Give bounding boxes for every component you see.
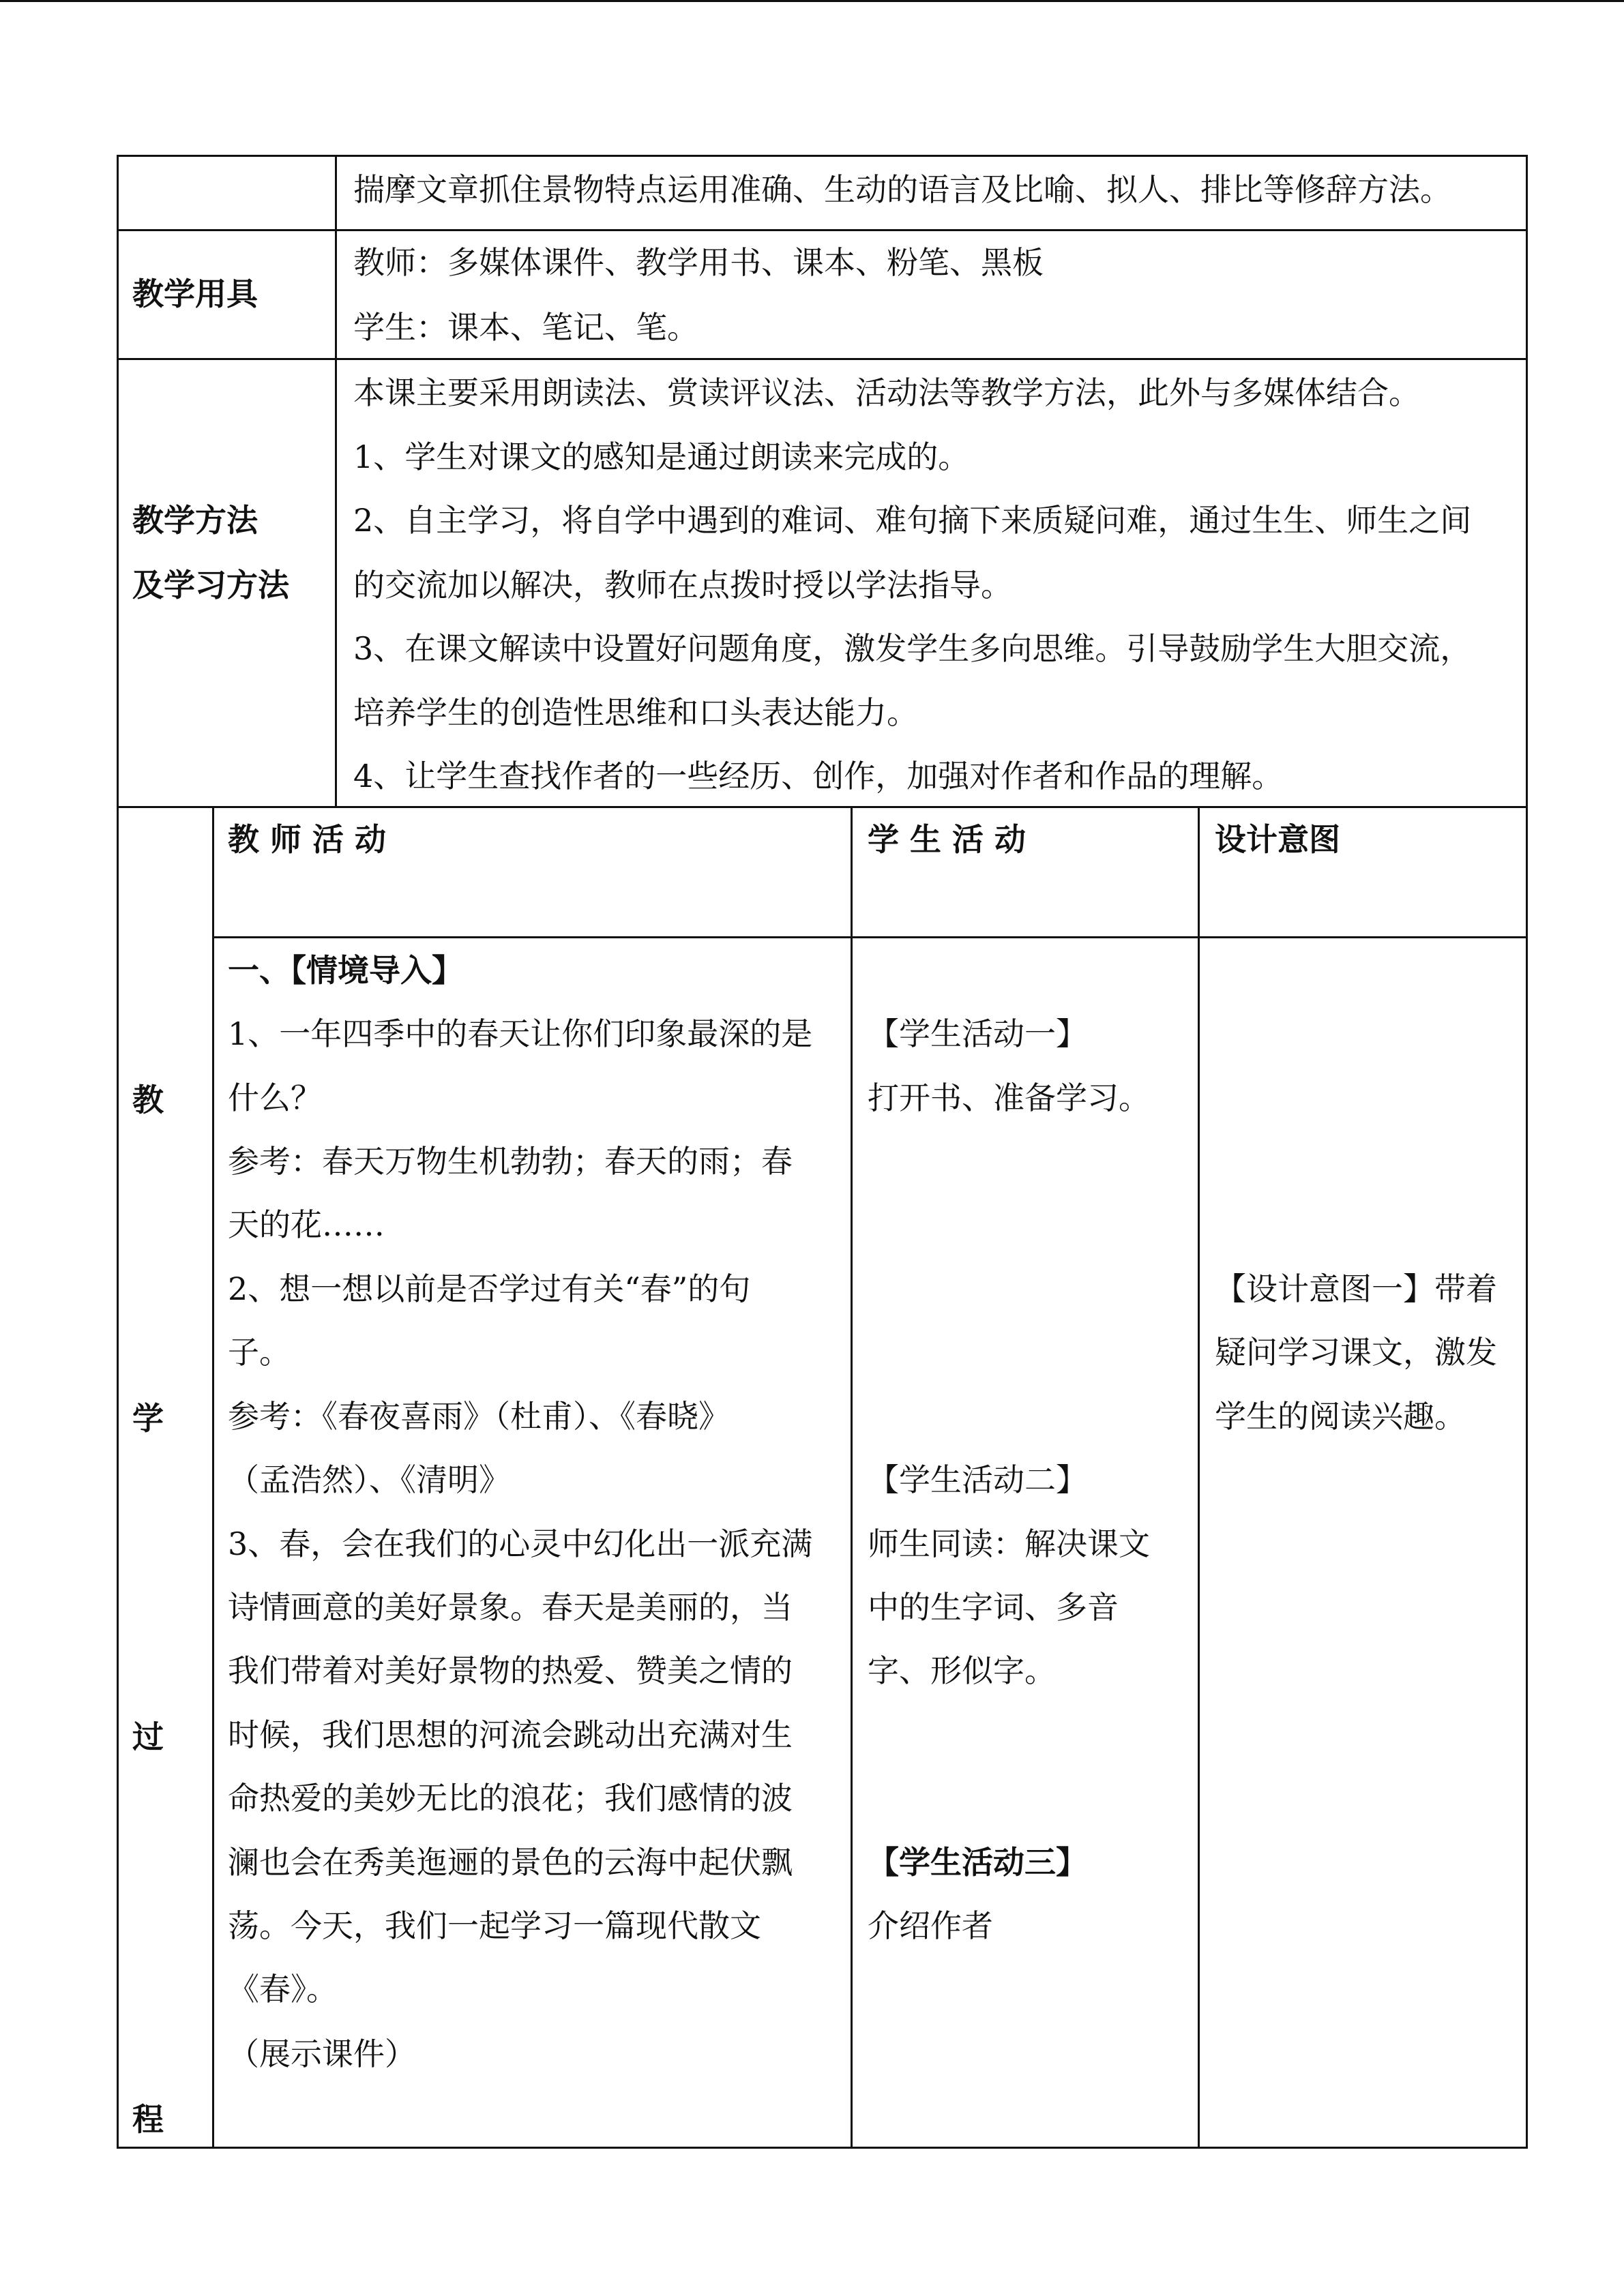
methods-line: 本课主要采用朗读法、赏读评议法、活动法等教学方法，此外与多媒体结合。: [353, 374, 1420, 411]
methods-line: 1、学生对课文的感知是通过朗读来完成的。: [353, 438, 970, 475]
process-side-char: 过: [132, 1718, 164, 1755]
teacher-line: 3、春，会在我们的心灵中幻化出一派充满: [228, 1525, 813, 1562]
teacher-section-title: 一、【情境导入】: [228, 952, 463, 989]
methods-label-line-2: 及学习方法: [132, 567, 289, 603]
table-rule-teacher-col: [851, 806, 853, 2149]
methods-line: 2、自主学习，将自学中遇到的难词、难句摘下来质疑问难，通过生生、师生之间: [353, 502, 1472, 539]
table-rule-header: [212, 936, 1528, 938]
student-activity-2-line: 中的生字词、多音: [868, 1589, 1119, 1626]
teacher-line: 荡。今天，我们一起学习一篇现代散文: [228, 1907, 761, 1944]
table-rule-side-col: [212, 806, 214, 2149]
tools-student-line: 学生：课本、笔记、笔。: [353, 309, 698, 346]
design-intent-line: 学生的阅读兴趣。: [1215, 1398, 1466, 1435]
methods-line: 3、在课文解读中设置好问题角度，激发学生多向思维。引导鼓励学生大胆交流，: [353, 630, 1472, 667]
teacher-activity-header: 教 师 活 动: [228, 821, 387, 858]
goal-tail-text: 揣摩文章抓住景物特点运用准确、生动的语言及比喻、拟人、排比等修辞方法。: [353, 171, 1451, 208]
table-rule: [117, 229, 1528, 231]
methods-label-line-1: 教学方法: [132, 502, 258, 539]
table-rule-left: [117, 155, 119, 2149]
student-activity-1-text: 打开书、准备学习。: [868, 1079, 1150, 1116]
process-side-char: 程: [132, 2101, 164, 2138]
process-side-char: 教: [132, 1082, 164, 1118]
teacher-line: 子。: [228, 1334, 291, 1371]
table-rule: [117, 358, 1528, 360]
student-activity-3-title: 【学生活动三】: [868, 1844, 1087, 1881]
tools-label: 教学用具: [132, 275, 258, 312]
table-rule-label-col: [335, 155, 337, 808]
student-activity-2-title: 【学生活动二】: [868, 1461, 1087, 1498]
teacher-line: 《春》。: [228, 1971, 338, 2008]
methods-line: 4、让学生查找作者的一些经历、创作，加强对作者和作品的理解。: [353, 758, 1284, 794]
teacher-line: 我们带着对美好景物的热爱、赞美之情的: [228, 1652, 793, 1689]
teacher-line: 参考：《春夜喜雨》（杜甫）、《春晓》: [228, 1398, 730, 1435]
methods-line: 培养学生的创造性思维和口头表达能力。: [353, 694, 918, 731]
student-activity-2-line: 字、形似字。: [868, 1652, 1056, 1689]
student-activity-header: 学 生 活 动: [868, 821, 1027, 858]
teacher-line: （孟浩然）、《清明》: [228, 1461, 510, 1498]
table-rule-right: [1526, 155, 1528, 2149]
tools-teacher-line: 教师：多媒体课件、教学用书、课本、粉笔、黑板: [353, 244, 1044, 281]
teacher-line: 什么？: [228, 1079, 322, 1116]
table-rule: [117, 806, 1528, 808]
design-intent-line: 【设计意图一】带着: [1215, 1270, 1497, 1307]
teacher-line: 天的花……: [228, 1206, 385, 1243]
table-rule-student-col: [1198, 806, 1200, 2149]
table-rule-bottom: [117, 2147, 1528, 2149]
methods-line: 的交流加以解决，教师在点拨时授以学法指导。: [353, 567, 1012, 603]
design-intent-header: 设计意图: [1215, 821, 1340, 858]
process-side-char: 学: [132, 1400, 164, 1437]
teacher-line: （展示课件）: [228, 2036, 416, 2072]
student-activity-2-line: 师生同读：解决课文: [868, 1525, 1150, 1562]
table-rule-top: [117, 155, 1528, 157]
page-top-border: [0, 0, 1624, 2]
teacher-line: 时候，我们思想的河流会跳动出充满对生: [228, 1716, 793, 1753]
student-activity-3-text: 介绍作者: [868, 1907, 993, 1944]
design-intent-line: 疑问学习课文，激发: [1215, 1334, 1497, 1371]
teacher-line: 2、想一想以前是否学过有关“春”的句: [228, 1270, 751, 1307]
teacher-line: 诗情画意的美好景象。春天是美丽的，当: [228, 1589, 793, 1626]
student-activity-1-title: 【学生活动一】: [868, 1015, 1087, 1052]
teacher-line: 命热爱的美妙无比的浪花；我们感情的波: [228, 1780, 793, 1817]
teacher-line: 澜也会在秀美迤逦的景色的云海中起伏飘: [228, 1844, 793, 1881]
teacher-line: 参考：春天万物生机勃勃；春天的雨；春: [228, 1143, 793, 1180]
teacher-line: 1、一年四季中的春天让你们印象最深的是: [228, 1015, 813, 1052]
